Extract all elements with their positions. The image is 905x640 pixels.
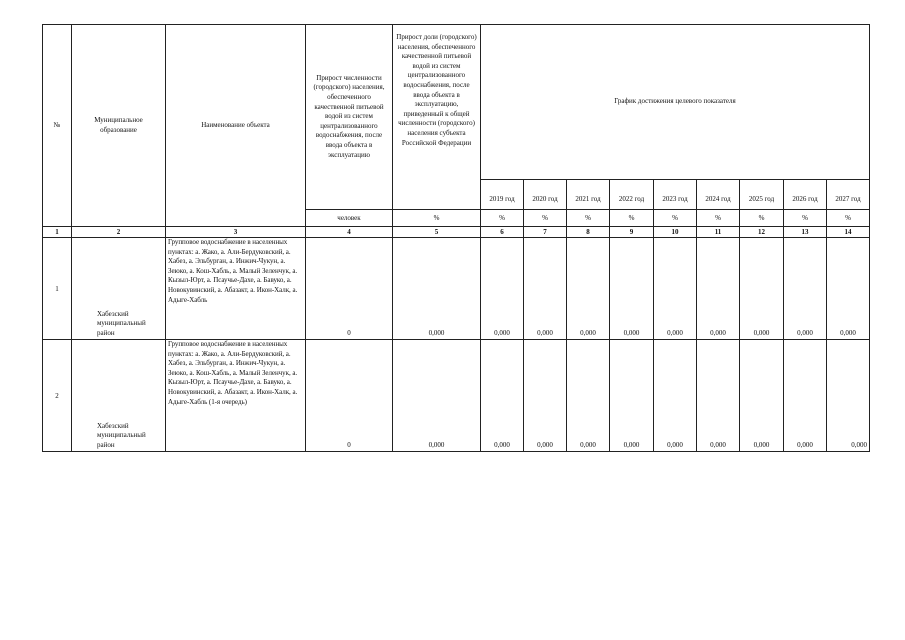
- column-number: 3: [166, 227, 306, 238]
- header-no: №: [43, 25, 72, 227]
- row-number: 2: [43, 340, 72, 452]
- header-row: [43, 25, 870, 180]
- year-value-cell: 0,000: [740, 340, 784, 452]
- header-municipality: Муниципальное образование: [72, 25, 166, 227]
- share-growth-cell: 0,000: [393, 340, 481, 452]
- unit-percent: %: [697, 210, 740, 227]
- row-number: 1: [43, 238, 72, 340]
- year-value-cell: 0,000: [524, 238, 567, 340]
- population-growth-cell: 0: [306, 238, 393, 340]
- year-value-cell: 0,000: [827, 340, 870, 452]
- column-number: 1: [43, 227, 72, 238]
- object-name-cell: Групповое водоснабжение в населенных пунктах: а. Жако, а. Али-Бердуковский, а. Хабез, а. Эльбурган, а. Инжич-Чукун, а. Зеюко, а. Кош-Хабль, а. Малый Зеленчук, а. Кызыл-Юрт, а. Псаучье-Дахе, а. Бавуко, а. Новокувинский, а. Абазакт, а. Икон-Халк, а. Адыге-Хабль (1-я очередь): [166, 340, 306, 452]
- unit-percent: %: [567, 210, 610, 227]
- column-number: 10: [654, 227, 697, 238]
- year-value-cell: 0,000: [654, 340, 697, 452]
- header-year: 2026 год: [784, 180, 827, 210]
- column-number: 5: [393, 227, 481, 238]
- year-value-cell: 0,000: [524, 340, 567, 452]
- table-row: [43, 238, 870, 340]
- column-number: 6: [481, 227, 524, 238]
- header-year: 2023 год: [654, 180, 697, 210]
- year-value-cell: 0,000: [697, 340, 740, 452]
- unit-people: человек: [306, 210, 393, 227]
- population-growth-cell: 0: [306, 340, 393, 452]
- header-schedule: График достижения целевого показателя: [481, 25, 870, 180]
- unit-percent: %: [740, 210, 784, 227]
- unit-percent: %: [827, 210, 870, 227]
- unit-percent: %: [784, 210, 827, 227]
- unit-percent: %: [524, 210, 567, 227]
- year-value-cell: 0,000: [481, 340, 524, 452]
- column-number: 13: [784, 227, 827, 238]
- column-numbers-row: [43, 227, 870, 238]
- header-year: 2024 год: [697, 180, 740, 210]
- year-value-cell: 0,000: [481, 238, 524, 340]
- year-value-cell: 0,000: [654, 238, 697, 340]
- year-value-cell: 0,000: [784, 340, 827, 452]
- year-value-cell: 0,000: [610, 340, 654, 452]
- header-year: 2020 год: [524, 180, 567, 210]
- year-value-cell: 0,000: [610, 238, 654, 340]
- header-year: 2019 год: [481, 180, 524, 210]
- column-number: 9: [610, 227, 654, 238]
- share-growth-cell: 0,000: [393, 238, 481, 340]
- unit-percent: %: [654, 210, 697, 227]
- municipality-cell: Хабезский муниципальный район: [72, 238, 166, 340]
- header-share-growth: Прирост доли (городского) населения, обеспеченного качественной питьевой водой из систем централизованного водоснабжения, после ввода объекта в эксплуатацию, приведенный к общей численности (городского) населения субъекта Российской Федерации: [393, 25, 481, 210]
- column-number: 7: [524, 227, 567, 238]
- municipality-cell: Хабезский муниципальный район: [72, 340, 166, 452]
- year-value-cell: 0,000: [567, 238, 610, 340]
- target-indicator-table: [42, 24, 870, 452]
- unit-percent: %: [393, 210, 481, 227]
- column-number: 14: [827, 227, 870, 238]
- header-year: 2027 год: [827, 180, 870, 210]
- object-name-cell: Групповое водоснабжение в населенных пунктах: а. Жако, а. Али-Бердуковский, а. Хабез, а. Эльбурган, а. Инжич-Чукун, а. Зеюко, а. Кош-Хабль, а. Малый Зеленчук, а. Кызыл-Юрт, а. Псаучье-Дахе, а. Бавуко, а. Новокувинский, а. Абазакт, а. Икон-Халк, а. Адыге-Хабль: [166, 238, 306, 340]
- column-number: 2: [72, 227, 166, 238]
- header-year: 2022 год: [610, 180, 654, 210]
- year-value-cell: 0,000: [827, 238, 870, 340]
- unit-percent: %: [481, 210, 524, 227]
- header-year: 2025 год: [740, 180, 784, 210]
- header-population-growth: Прирост численности (городского) населения, обеспеченного качественной питьевой водой из систем централизованного водоснабжения, после ввода объекта в эксплуатацию: [306, 25, 393, 210]
- column-number: 11: [697, 227, 740, 238]
- header-object-name: Наименование объекта: [166, 25, 306, 227]
- column-number: 12: [740, 227, 784, 238]
- table-row: [43, 340, 870, 452]
- unit-percent: %: [610, 210, 654, 227]
- year-value-cell: 0,000: [567, 340, 610, 452]
- year-value-cell: 0,000: [697, 238, 740, 340]
- year-value-cell: 0,000: [740, 238, 784, 340]
- year-value-cell: 0,000: [784, 238, 827, 340]
- column-number: 8: [567, 227, 610, 238]
- column-number: 4: [306, 227, 393, 238]
- header-year: 2021 год: [567, 180, 610, 210]
